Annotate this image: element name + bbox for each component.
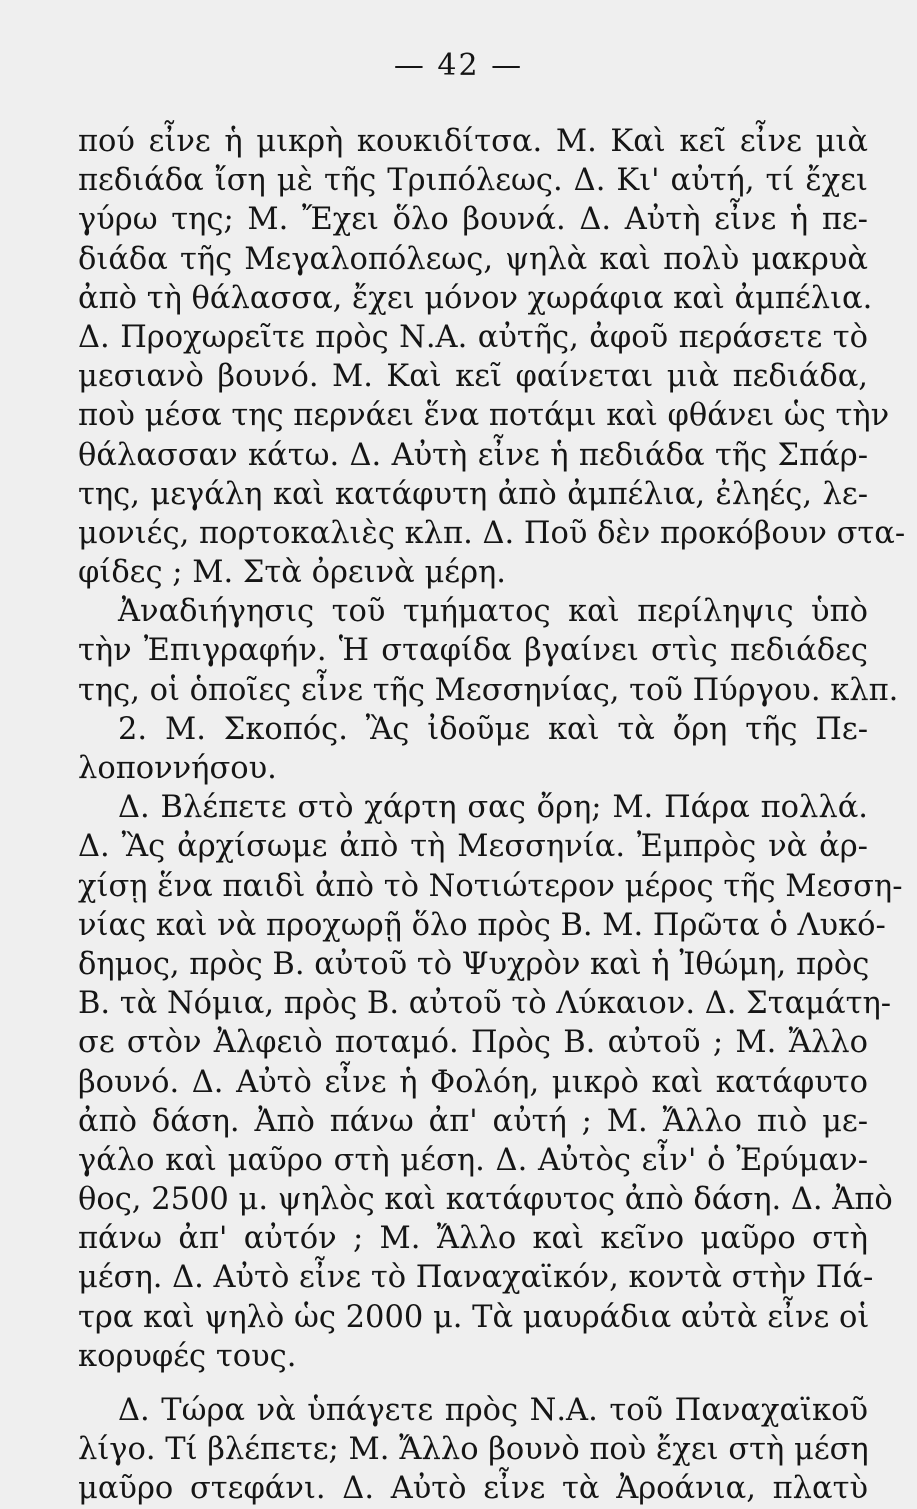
text-line: τρα καὶ ψηλὸ ὡς 2000 μ. Τὰ μαυράδια αὐτὰ εἶνε οἱ xyxy=(78,1299,870,1335)
text-line: θάλασσαν κάτω. Δ. Αὐτὴ εἶνε ἡ πεδιάδα τῆς Σπάρ- xyxy=(78,437,868,473)
text-line: γάλο καὶ μαῦρο στὴ μέση. Δ. Αὐτὸς εἶν' ὁ Ἐρύμαν- xyxy=(78,1142,868,1178)
text-line: μαῦρο στεφάνι. Δ. Αὐτὸ εἶνε τὰ Ἀροάνια, πλατὺ xyxy=(78,1471,868,1507)
text-line: σε στὸν Ἀλφειὸ ποταμό. Πρὸς Β. αὐτοῦ ; Μ. Ἄλλο xyxy=(78,1025,868,1061)
text-line: πεδιάδα ἴση μὲ τῆς Τριπόλεως. Δ. Κι' αὐτή, τί ἔχει xyxy=(78,163,868,199)
text-line: της, μεγάλη καὶ κατάφυτη ἀπὸ ἀμπέλια, ἐληές, λε- xyxy=(78,476,868,512)
text-line: κορυφές τους. xyxy=(78,1338,297,1374)
text-line: πάνω ἀπ' αὐτόν ; Μ. Ἄλλο καὶ κεῖνο μαῦρο στὴ xyxy=(78,1221,868,1257)
text-line: φίδες ; Μ. Στὰ ὀρεινὰ μέρη. xyxy=(78,555,506,591)
text-line: Δ. Προχωρεῖτε πρὸς Ν.Α. αὐτῆς, ἀφοῦ περάσετε τὸ xyxy=(78,319,868,355)
text-line: Δ. Βλέπετε στὸ χάρτη σας ὄρη; Μ. Πάρα πολλά. xyxy=(118,790,868,826)
text-line: μονιές, πορτοκαλιὲς κλπ. Δ. Ποῦ δὲν προκόβουν στα- xyxy=(78,515,906,551)
section-heading: 2. Μ. Σκοπός. Ἂς ἰδοῦμε καὶ τὰ ὄρη τῆς Πε- xyxy=(118,711,868,747)
text-line: μεσιανὸ βουνό. Μ. Καὶ κεῖ φαίνεται μιὰ πεδιάδα, xyxy=(78,359,868,395)
text-line: θος, 2500 μ. ψηλὸς καὶ κατάφυτος ἀπὸ δάση. Δ. Ἀπὸ xyxy=(78,1182,893,1218)
text-line: Δ. Ἂς ἀρχίσωμε ἀπὸ τὴ Μεσσηνία. Ἐμπρὸς νὰ ἀρ- xyxy=(78,829,868,865)
text-line: διάδα τῆς Μεγαλοπόλεως, ψηλὰ καὶ πολὺ μακρυὰ xyxy=(78,241,868,277)
text-line: ἀπὸ δάση. Ἀπὸ πάνω ἀπ' αὐτή ; Μ. Ἄλλο πιὸ με- xyxy=(78,1103,868,1139)
text-line: βουνό. Δ. Αὐτὸ εἶνε ἡ Φολόη, μικρὸ καὶ κατάφυτο xyxy=(78,1064,868,1100)
text-line: πού εἶνε ἡ μικρὴ κουκιδίτσα. Μ. Καὶ κεῖ εἶνε μιὰ xyxy=(78,124,868,159)
text-line: Δ. Τώρα νὰ ὑπάγετε πρὸς Ν.Α. τοῦ Παναχαϊκοῦ xyxy=(118,1393,868,1428)
text-line: νίας καὶ νὰ προχωρῇ ὅλο πρὸς Β. Μ. Πρῶτα ὁ Λυκό- xyxy=(78,907,886,943)
text-line: χίσῃ ἕνα παιδὶ ἀπὸ τὸ Νοτιώτερον μέρος τῆς Μεσση- xyxy=(78,868,903,904)
text-line: γύρω της; Μ. Ἔχει ὅλο βουνά. Δ. Αὐτὴ εἶνε ἡ πε- xyxy=(78,202,868,238)
body-text xyxy=(78,122,906,1509)
text-line: Β. τὰ Νόμια, πρὸς Β. αὐτοῦ τὸ Λύκαιον. Δ. Σταμάτη- xyxy=(78,986,892,1022)
text-line: μέση. Δ. Αὐτὸ εἶνε τὸ Παναχαϊκόν, κοντὰ στὴν Πά- xyxy=(78,1260,874,1296)
text-line: της, οἱ ὁποῖες εἶνε τῆς Μεσσηνίας, τοῦ Πύργου. κλπ. xyxy=(78,672,899,708)
text-line: Ἀναδιήγησις τοῦ τμήματος καὶ περίληψις ὑπὸ xyxy=(118,594,868,630)
page-number: — 42 — xyxy=(393,48,524,83)
text-line: λίγο. Τί βλέπετε; Μ. Ἄλλο βουνὸ ποὺ ἔχει στὴ μέση xyxy=(78,1432,869,1468)
text-line: ποὺ μέσα της περνάει ἕνα ποτάμι καὶ φθάνει ὡς τὴν xyxy=(78,398,890,434)
text-line: ἀπὸ τὴ θάλασσα, ἔχει μόνον χωράφια καὶ ἀμπέλια. xyxy=(78,280,873,316)
text-line: δημος, πρὸς Β. αὐτοῦ τὸ Ψυχρὸν καὶ ἡ Ἰθώμη, πρὸς xyxy=(78,946,870,982)
text-line: τὴν Ἐπιγραφήν. Ἡ σταφίδα βγαίνει στὶς πεδιάδες xyxy=(78,633,868,669)
text-line: λοποννήσου. xyxy=(78,751,277,786)
